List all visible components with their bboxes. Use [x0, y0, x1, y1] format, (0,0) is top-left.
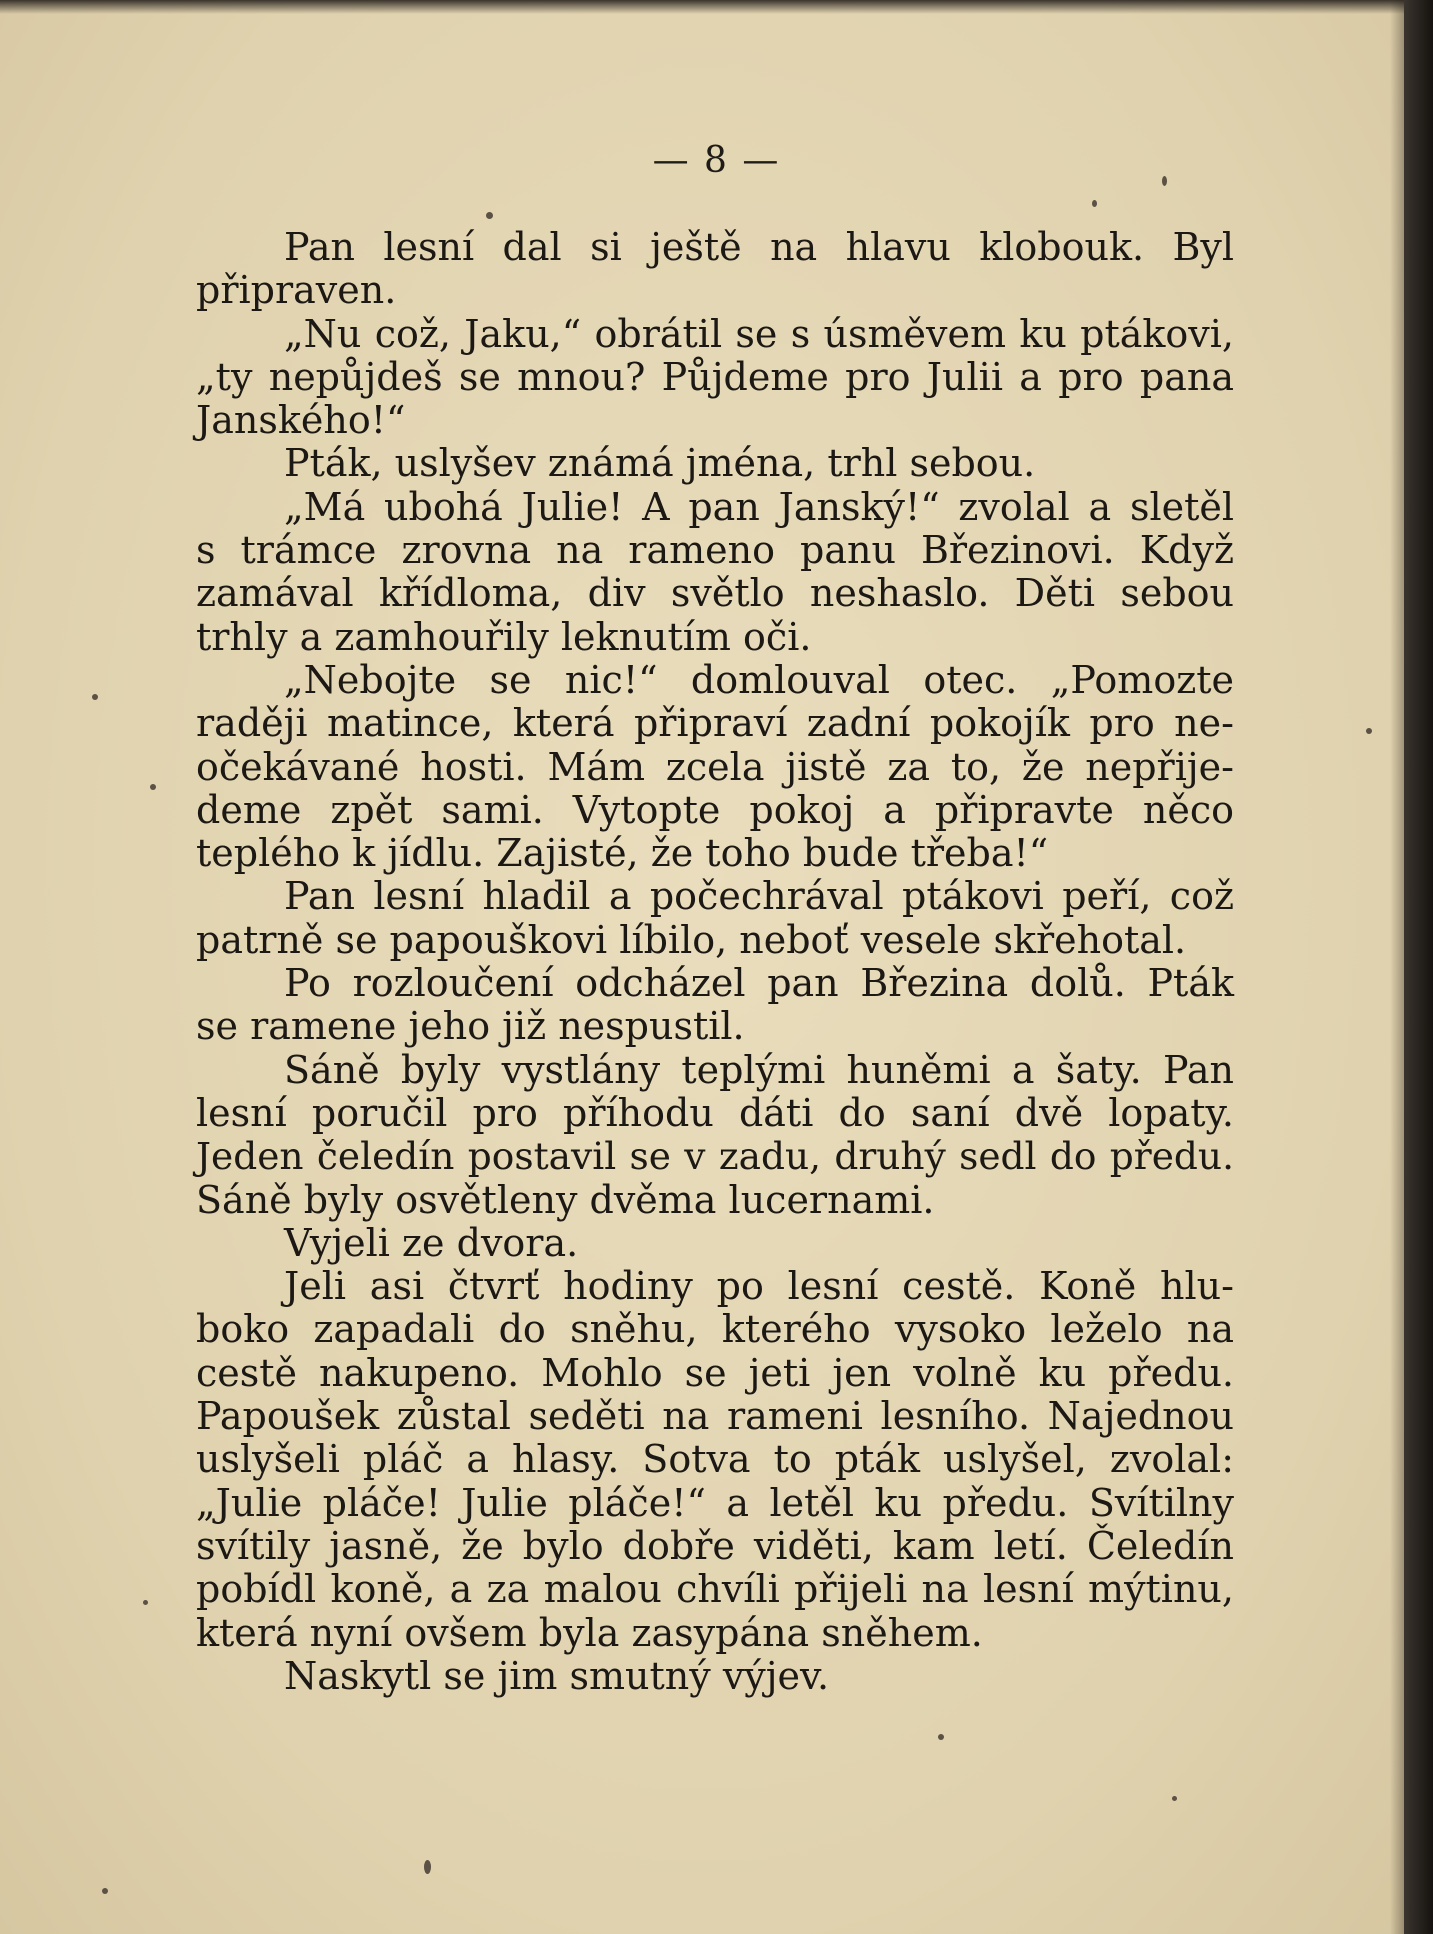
text-line: Pan lesní dal si ještě na hlavu klobouk. Byl: [284, 225, 1234, 269]
text-line: která nyní ovšem byla zasypána sněhem.: [196, 1610, 983, 1655]
text-line: uslyšeli pláč a hlasy. Sotva to pták uslyšel, zvolal:: [196, 1437, 1234, 1482]
paper-speck: [424, 1860, 431, 1874]
text-line: Vyjeli ze dvora.: [284, 1220, 579, 1265]
text-line: „Nu což, Jaku,“ obrátil se s úsměvem ku ptákovi,: [284, 311, 1234, 356]
text-line: Sáně byly osvětleny dvěma lucernami.: [196, 1177, 935, 1222]
text-line: Naskytl se jim smutný výjev.: [284, 1653, 830, 1698]
text-line: patrně se papouškovi líbilo, neboť vesele skřehotal.: [196, 917, 1187, 962]
text-line: připraven.: [196, 268, 397, 313]
text-line: deme zpět sami. Vytopte pokoj a připravte něco: [196, 787, 1234, 832]
paper-speck: [92, 694, 98, 700]
text-line: trhly a zamhouřily leknutím oči.: [196, 614, 812, 659]
text-line: „Má ubohá Julie! A pan Janský!“ zvolal a sletěl: [284, 484, 1234, 529]
text-line: zamával křídloma, div světlo neshaslo. Děti sebou: [196, 571, 1234, 616]
text-line: pobídl koně, a za malou chvíli přijeli na lesní mýtinu,: [196, 1567, 1234, 1612]
gutter-shadow: [1390, 0, 1404, 1934]
text-line: s trámce zrovna na rameno panu Březinovi. Když: [196, 528, 1234, 573]
text-line: „Julie pláče! Julie pláče!“ a letěl ku předu. Svítilny: [196, 1480, 1234, 1525]
text-line: raději matince, která připraví zadní pokojík pro ne-: [196, 701, 1234, 746]
book-spine: [1404, 0, 1433, 1934]
text-line: Papoušek zůstal seděti na rameni lesního. Najednou: [196, 1394, 1234, 1439]
paper-speck: [1162, 176, 1167, 186]
text-line: „Nebojte se nic!“ domlouval otec. „Pomozte: [284, 657, 1234, 702]
text-line: boko zapadali do sněhu, kterého vysoko leželo na: [196, 1307, 1234, 1352]
text-line: Pan lesní hladil a počechrával ptákovi peří, což: [284, 874, 1234, 919]
text-line: očekávané hosti. Mám zcela jistě za to, že nepřije-: [196, 744, 1234, 789]
text-line: se ramene jeho již nespustil.: [196, 1004, 745, 1049]
text-line: Pták, uslyšev známá jména, trhl sebou.: [284, 441, 1036, 486]
text-line: „ty nepůjdeš se mnou? Půjdeme pro Julii a pro pana: [196, 354, 1234, 399]
text-line: teplého k jídlu. Zajisté, že toho bude třeba!“: [196, 831, 1049, 876]
body-text: [196, 226, 1234, 1698]
paper-speck: [938, 1734, 944, 1740]
paper-speck: [1172, 1796, 1177, 1801]
text-line: lesní poručil pro příhodu dáti do saní dvě lopaty.: [196, 1090, 1234, 1135]
text-line: svítily jasně, že bylo dobře viděti, kam letí. Čeledín: [196, 1523, 1234, 1568]
text-line: cestě nakupeno. Mohlo se jeti jen volně ku předu.: [196, 1350, 1234, 1395]
text-line: Jeden čeledín postavil se v zadu, druhý sedl do předu.: [196, 1134, 1234, 1179]
paper-speck: [1366, 728, 1372, 734]
text-line: Po rozloučení odcházel pan Březina dolů. Pták: [284, 961, 1234, 1006]
paper-speck: [143, 1600, 148, 1605]
top-edge-shadow: [0, 0, 1404, 14]
paper-speck: [1092, 200, 1097, 207]
paper-speck: [486, 212, 493, 219]
paper-speck: [102, 1888, 108, 1894]
page-number: — 8 —: [652, 140, 781, 181]
text-line: Sáně byly vystlány teplými huněmi a šaty. Pan: [284, 1047, 1234, 1092]
text-line: Janského!“: [196, 398, 406, 443]
text-line: Jeli asi čtvrť hodiny po lesní cestě. Koně hlu-: [284, 1264, 1234, 1309]
paper-speck: [150, 784, 156, 790]
